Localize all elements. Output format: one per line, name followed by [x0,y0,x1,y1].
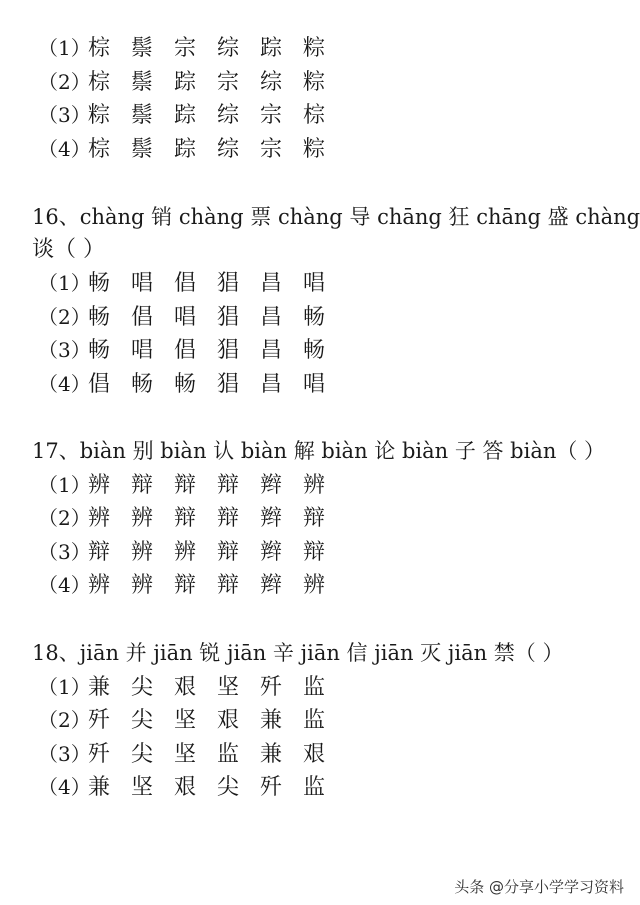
q15-option-3 [38,101,327,130]
q17-stem: 17、biàn 别 biàn 认 biàn 解 biàn 论 biàn 子 答 biàn（ ） [32,439,606,463]
option-number: （1） [38,271,91,295]
option-chars: 畅 唱 倡 猖 昌 唱 [88,271,327,296]
option-chars: 粽 鬃 踪 综 宗 棕 [88,103,327,128]
option-chars: 辨 辨 辩 辩 辫 辨 [88,573,327,598]
option-chars: 兼 尖 艰 坚 歼 监 [88,675,327,700]
option-number: （2） [38,506,91,530]
option-number: （4） [38,573,91,597]
option-chars: 倡 畅 畅 猖 昌 唱 [88,372,327,397]
option-number: （3） [38,103,91,127]
q17-option-1 [38,471,327,500]
option-number: （4） [38,137,91,161]
watermark: 头条 @分享小学学习资料 [454,878,624,896]
option-chars: 辨 辨 辩 辩 辫 辩 [88,506,327,531]
q18-stem: 18、jiān 并 jiān 锐 jiān 辛 jiān 信 jiān 灭 jiān 禁（ ） [32,641,564,665]
q16-option-2 [38,303,327,332]
option-chars: 辩 辨 辨 辩 辫 辩 [88,540,327,565]
option-chars: 棕 鬃 宗 综 踪 粽 [88,36,327,61]
option-chars: 歼 尖 坚 监 兼 艰 [88,742,327,767]
option-number: （2） [38,305,91,329]
q16-option-1 [38,269,327,298]
q18-option-4 [38,773,327,802]
option-chars: 畅 唱 倡 猖 昌 畅 [88,338,327,363]
option-number: （3） [38,742,91,766]
option-number: （1） [38,675,91,699]
option-number: （1） [38,36,91,60]
q15-option-2 [38,68,327,97]
option-chars: 辨 辩 辩 辩 辫 辨 [88,473,327,498]
option-chars: 畅 倡 唱 猖 昌 畅 [88,305,327,330]
q18-option-3 [38,740,327,769]
q15-option-1 [38,34,327,63]
q17-option-3 [38,538,327,567]
q15-option-4 [38,135,327,164]
option-number: （4） [38,775,91,799]
q16-stem-line-2: 谈（ ） [32,237,105,262]
option-chars: 歼 尖 坚 艰 兼 监 [88,708,327,733]
q18-option-1 [38,673,327,702]
option-number: （2） [38,708,91,732]
q16-option-4 [38,370,327,399]
q16-stem-line-1: 16、chàng 销 chàng 票 chàng 导 chāng 狂 chāng 盛 chàng [32,205,640,229]
q16-option-3 [38,336,327,365]
option-number: （3） [38,540,91,564]
option-chars: 棕 鬃 踪 宗 综 粽 [88,70,327,95]
q17-option-4 [38,571,327,600]
option-chars: 棕 鬃 踪 综 宗 粽 [88,137,327,162]
option-chars: 兼 坚 艰 尖 歼 监 [88,775,327,800]
q18-option-2 [38,706,327,735]
option-number: （1） [38,473,91,497]
option-number: （3） [38,338,91,362]
q17-option-2 [38,504,327,533]
option-number: （2） [38,70,91,94]
option-number: （4） [38,372,91,396]
